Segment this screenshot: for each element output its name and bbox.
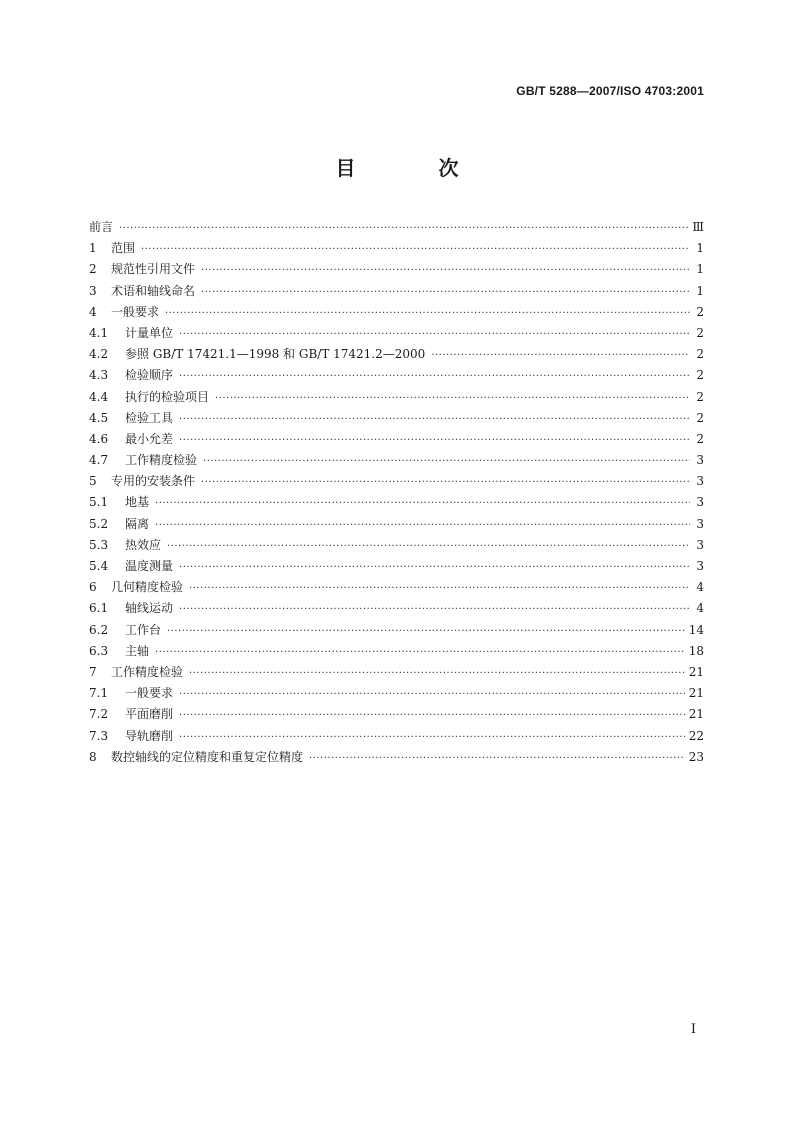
toc-entry-page: 21 bbox=[688, 707, 704, 722]
toc-entry[interactable] bbox=[89, 536, 704, 557]
toc-entry-number: 7.2 bbox=[89, 707, 109, 722]
toc-entry-label: 工作精度检验 bbox=[111, 664, 184, 679]
toc-entry[interactable] bbox=[89, 493, 704, 514]
toc-leader-dots bbox=[165, 308, 690, 319]
toc-entry[interactable] bbox=[89, 663, 704, 684]
toc-leader-dots bbox=[179, 371, 690, 382]
toc-leader-dots bbox=[201, 477, 690, 488]
toc-entry-page: Ⅲ bbox=[692, 220, 704, 234]
toc-entry-number: 5.2 bbox=[89, 516, 109, 531]
toc-entry-page: 22 bbox=[688, 728, 704, 743]
toc-leader-dots bbox=[179, 732, 685, 743]
toc-entry-number: 7 bbox=[89, 664, 97, 679]
toc-entry-page: 4 bbox=[696, 580, 704, 595]
toc-entry[interactable] bbox=[89, 430, 704, 451]
toc-entry-page: 2 bbox=[696, 347, 704, 362]
toc-entry[interactable] bbox=[89, 218, 704, 239]
toc-entry-page: 3 bbox=[696, 559, 704, 573]
page-number: I bbox=[690, 1022, 696, 1037]
toc-leader-dots bbox=[201, 265, 690, 276]
standard-code-header: GB/T 5288—2007/ISO 4703:2001 bbox=[516, 84, 704, 98]
toc-entry[interactable] bbox=[89, 599, 704, 620]
toc-leader-dots bbox=[431, 350, 690, 361]
toc-leader-dots bbox=[179, 689, 685, 700]
toc-entry-page: 3 bbox=[696, 537, 704, 552]
toc-entry-number: 2 bbox=[89, 262, 97, 277]
toc-entry-page: 3 bbox=[696, 453, 704, 468]
toc-entry[interactable] bbox=[89, 705, 704, 726]
toc-entry-label: 热效应 bbox=[125, 537, 162, 552]
toc-entry-label: 参照 GB/T 17421.1—1998 和 GB/T 17421.2—2000 bbox=[125, 347, 426, 362]
toc-entry-label: 一般要求 bbox=[111, 304, 160, 319]
toc-leader-dots bbox=[179, 604, 690, 615]
toc-leader-dots bbox=[309, 753, 685, 764]
toc-entry-label: 专用的安装条件 bbox=[111, 474, 196, 489]
toc-leader-dots bbox=[179, 435, 690, 446]
toc-entry-label: 范围 bbox=[111, 241, 136, 256]
toc-entry-page: 2 bbox=[696, 389, 704, 404]
toc-entry-label: 导轨磨削 bbox=[125, 728, 174, 743]
toc-entry-label: 轴线运动 bbox=[125, 601, 174, 616]
toc-entry-page: 18 bbox=[688, 643, 704, 658]
toc-entry-label: 检验工具 bbox=[125, 410, 174, 425]
toc-entry-label: 工作台 bbox=[125, 622, 162, 637]
toc-entry-page: 3 bbox=[696, 516, 704, 531]
toc-entry-number: 4.4 bbox=[89, 389, 109, 404]
toc-leader-dots bbox=[189, 583, 690, 594]
toc-entry-page: 4 bbox=[696, 601, 704, 616]
toc-entry-label: 术语和轴线命名 bbox=[111, 283, 196, 298]
toc-entry-label: 计量单位 bbox=[125, 325, 174, 340]
toc-entry-number: 4.2 bbox=[89, 347, 109, 362]
toc-entry-number: 4.5 bbox=[89, 410, 109, 425]
toc-entry-number: 3 bbox=[89, 283, 97, 298]
toc-entry-number: 5.4 bbox=[89, 559, 109, 573]
toc-entry-number: 6.1 bbox=[89, 601, 109, 616]
toc-entry-page: 2 bbox=[696, 368, 704, 383]
toc-leader-dots bbox=[155, 498, 690, 509]
toc-entry[interactable] bbox=[89, 239, 704, 260]
toc-entry-number: 6.2 bbox=[89, 622, 109, 637]
toc-entry-page: 14 bbox=[688, 622, 704, 637]
toc-entry-label: 执行的检验项目 bbox=[125, 389, 210, 404]
toc-entry[interactable] bbox=[89, 557, 704, 578]
toc-leader-dots bbox=[215, 393, 690, 404]
toc-entry-page: 3 bbox=[696, 474, 704, 489]
toc-entry[interactable] bbox=[89, 621, 704, 642]
toc-entry-label: 几何精度检验 bbox=[111, 580, 184, 595]
toc-entry-number: 6.3 bbox=[89, 643, 109, 658]
toc-entry-label: 检验顺序 bbox=[125, 368, 174, 383]
toc-entry-label: 主轴 bbox=[125, 643, 150, 658]
toc-leader-dots bbox=[167, 626, 685, 637]
toc-entry-number: 5.1 bbox=[89, 495, 109, 510]
toc-leader-dots bbox=[155, 520, 690, 531]
toc-entry[interactable] bbox=[89, 748, 704, 769]
toc-entry[interactable] bbox=[89, 472, 704, 493]
toc-entry-page: 21 bbox=[688, 686, 704, 701]
toc-entry[interactable] bbox=[89, 578, 704, 599]
toc-leader-dots bbox=[189, 668, 685, 679]
toc-entry-number: 7.3 bbox=[89, 728, 109, 743]
toc-entry-page: 2 bbox=[696, 304, 704, 319]
toc-entry-label: 温度测量 bbox=[125, 559, 174, 573]
toc-entry-label: 地基 bbox=[125, 495, 150, 510]
toc-entry-label: 平面磨削 bbox=[125, 707, 174, 722]
toc-entry-number: 4.3 bbox=[89, 368, 109, 383]
page-title: 目 次 bbox=[335, 156, 497, 180]
toc-entry-number: 6 bbox=[89, 580, 97, 595]
toc-entry-page: 23 bbox=[688, 749, 704, 764]
toc-leader-dots bbox=[179, 710, 685, 721]
toc-entry[interactable] bbox=[89, 727, 704, 748]
toc-entry-label: 一般要求 bbox=[125, 686, 174, 701]
toc-entry[interactable] bbox=[89, 366, 704, 387]
toc-entry-number: 4.6 bbox=[89, 431, 109, 446]
toc-entry-label: 前言 bbox=[89, 220, 114, 234]
toc-entry-page: 2 bbox=[696, 431, 704, 446]
toc-entry[interactable] bbox=[89, 642, 704, 663]
toc-entry[interactable] bbox=[89, 388, 704, 409]
toc-leader-dots bbox=[155, 647, 685, 658]
toc-entry[interactable] bbox=[89, 303, 704, 324]
toc-entry[interactable] bbox=[89, 684, 704, 705]
toc-entry[interactable] bbox=[89, 409, 704, 430]
toc-leader-dots bbox=[203, 456, 690, 467]
toc-entry-page: 2 bbox=[696, 410, 704, 425]
toc-entry-number: 4.7 bbox=[89, 453, 109, 468]
toc-entry-page: 1 bbox=[696, 262, 704, 277]
toc-leader-dots bbox=[141, 244, 690, 255]
table-of-contents bbox=[89, 218, 704, 769]
toc-entry-number: 4.1 bbox=[89, 325, 109, 340]
toc-entry-number: 1 bbox=[89, 241, 97, 256]
toc-leader-dots bbox=[179, 414, 690, 425]
toc-entry[interactable] bbox=[89, 451, 704, 472]
toc-entry[interactable] bbox=[89, 282, 704, 303]
toc-entry-page: 2 bbox=[696, 325, 704, 340]
toc-leader-dots bbox=[167, 541, 690, 552]
toc-leader-dots bbox=[179, 562, 690, 573]
toc-entry-number: 5.3 bbox=[89, 537, 109, 552]
toc-entry-number: 4 bbox=[89, 304, 97, 319]
toc-entry-page: 21 bbox=[688, 664, 704, 679]
toc-leader-dots bbox=[179, 329, 690, 340]
toc-entry-page: 1 bbox=[696, 241, 704, 256]
toc-leader-dots bbox=[119, 223, 688, 234]
toc-entry-page: 3 bbox=[696, 495, 704, 510]
toc-entry-number: 5 bbox=[89, 474, 97, 489]
toc-entry-page: 1 bbox=[696, 283, 704, 298]
toc-entry-number: 7.1 bbox=[89, 686, 109, 701]
toc-entry-label: 规范性引用文件 bbox=[111, 262, 196, 277]
toc-leader-dots bbox=[201, 287, 690, 298]
toc-entry[interactable] bbox=[89, 345, 704, 366]
toc-entry-label: 数控轴线的定位精度和重复定位精度 bbox=[111, 749, 304, 764]
toc-entry-number: 8 bbox=[89, 749, 97, 764]
toc-entry[interactable] bbox=[89, 515, 704, 536]
toc-entry-label: 隔离 bbox=[125, 516, 150, 531]
toc-entry[interactable] bbox=[89, 324, 704, 345]
toc-entry[interactable] bbox=[89, 260, 704, 281]
toc-entry-label: 最小允差 bbox=[125, 431, 174, 446]
toc-entry-label: 工作精度检验 bbox=[125, 453, 198, 468]
